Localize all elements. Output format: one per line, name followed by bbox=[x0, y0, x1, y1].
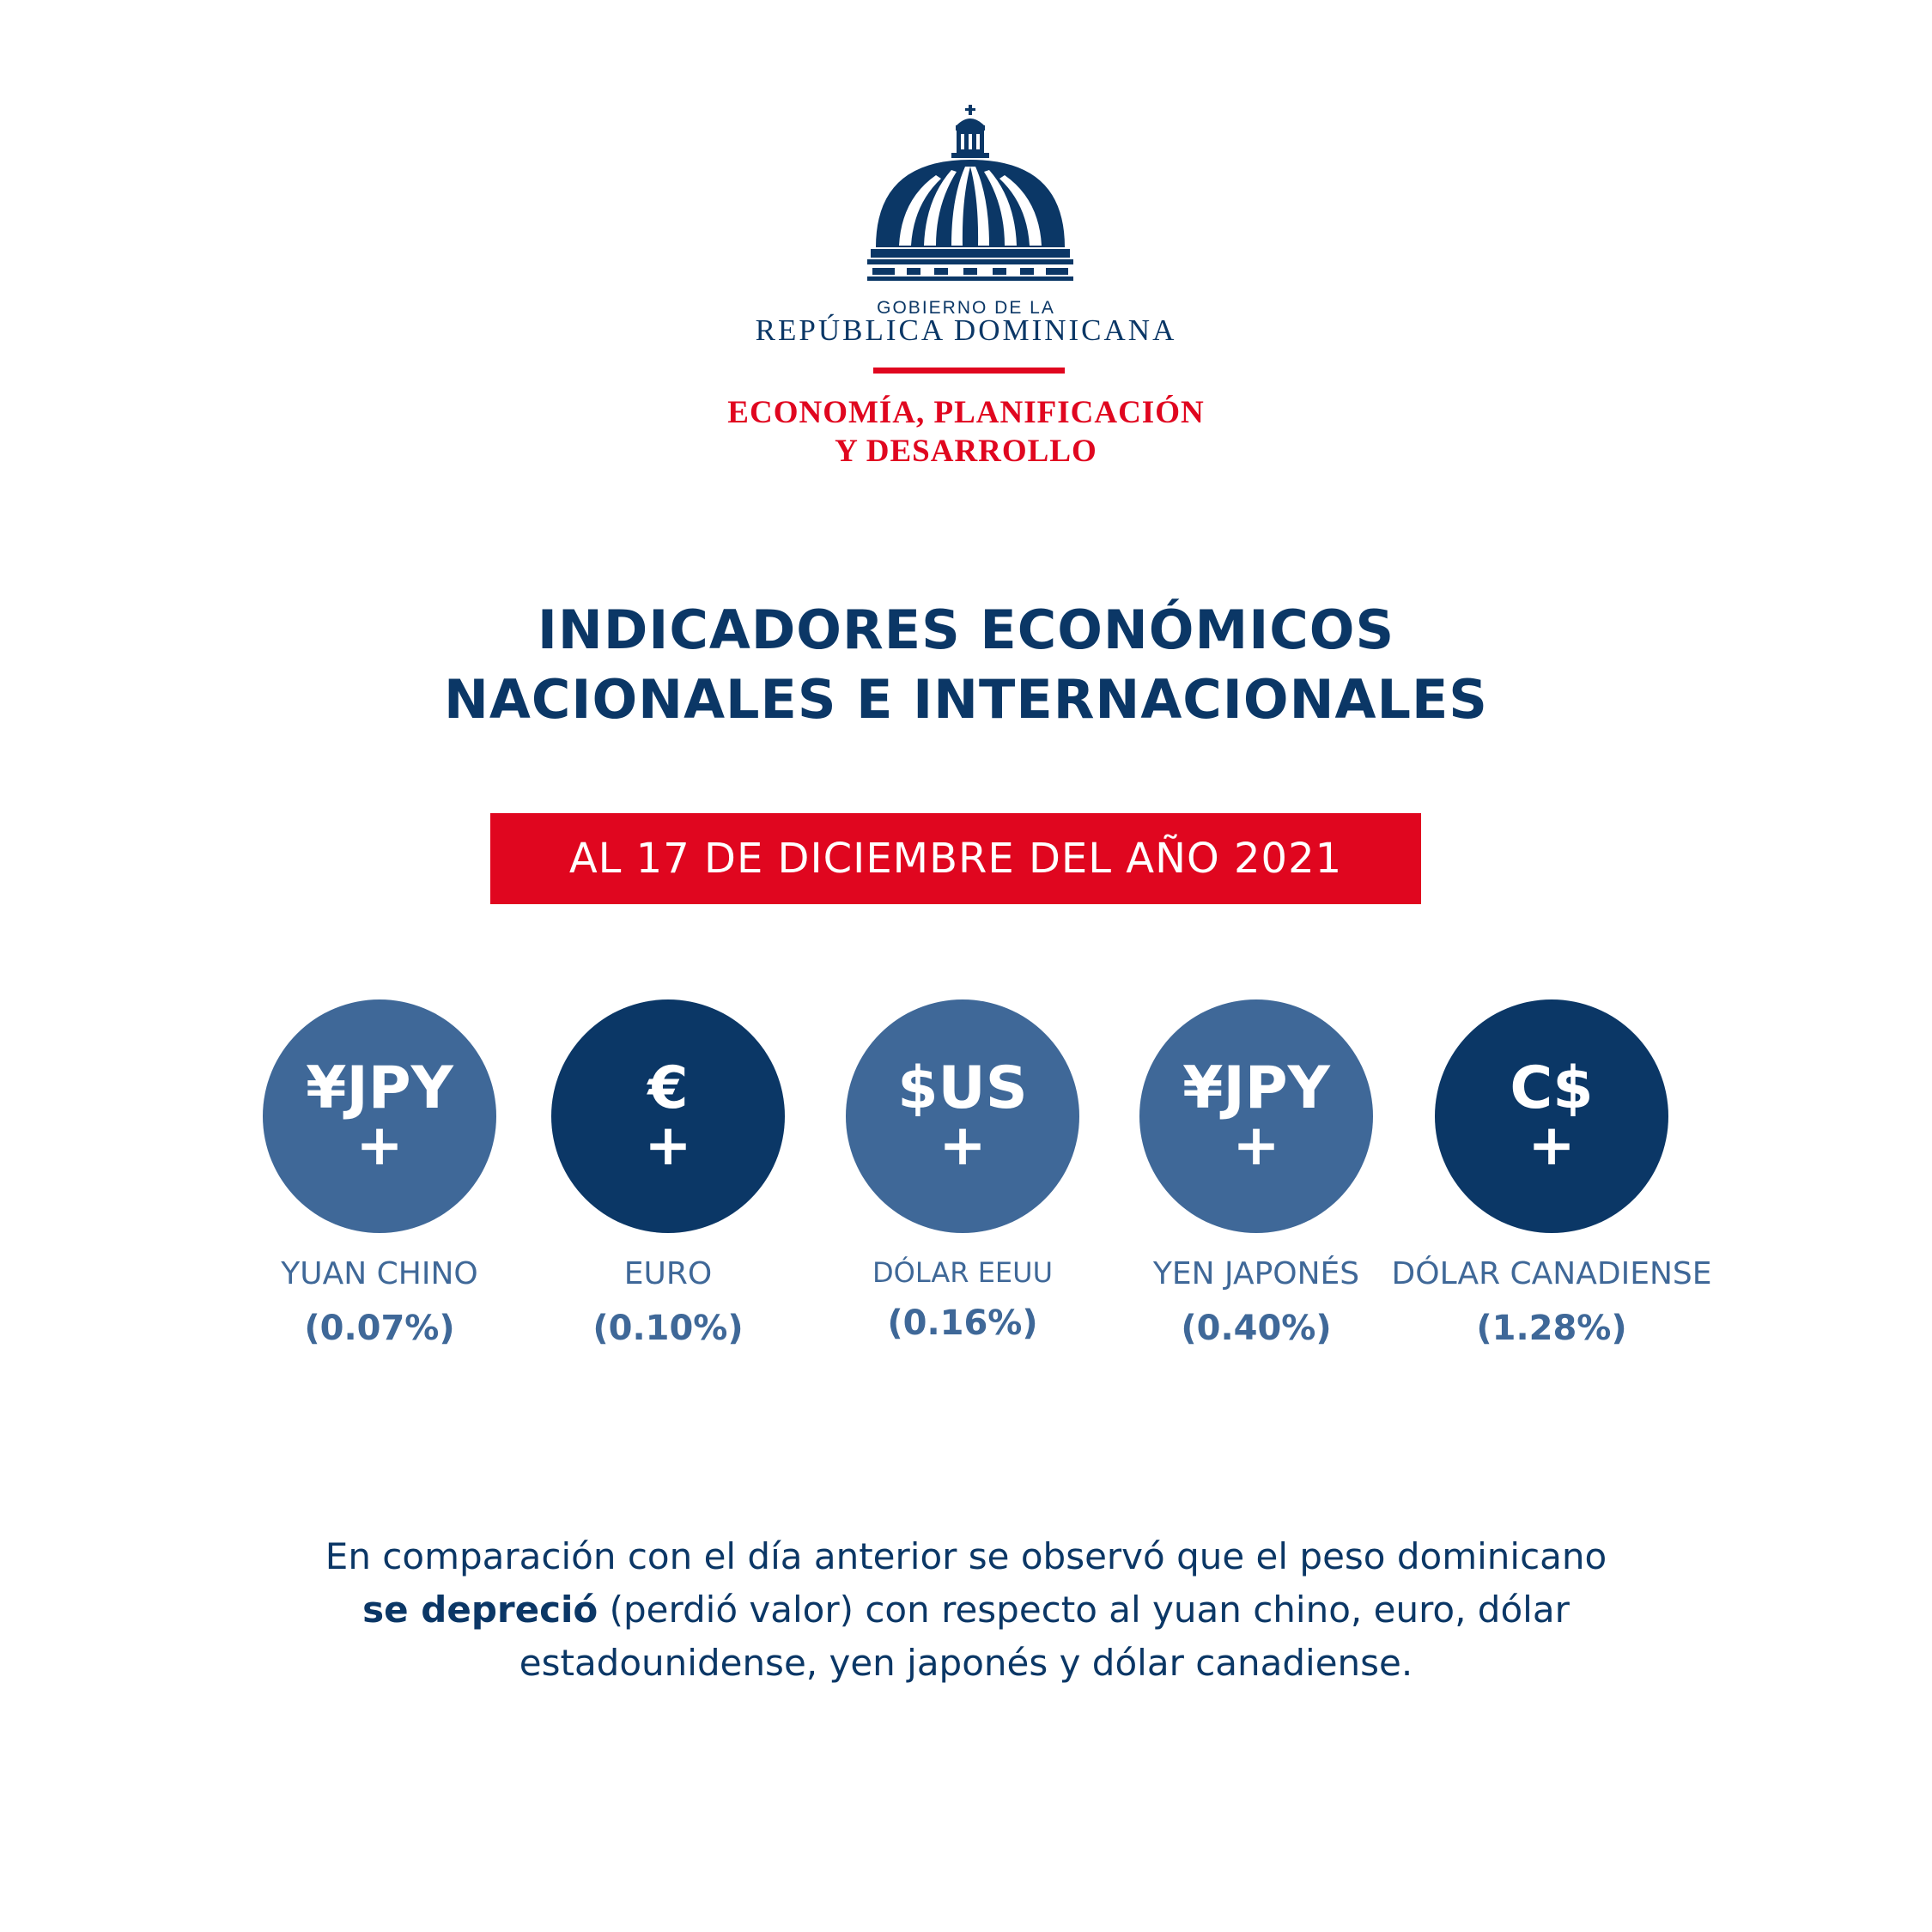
note-line-2-rest: (perdió valor) con respecto al yuan chino, euro, dólar bbox=[598, 1589, 1570, 1631]
note-line-2 bbox=[193, 1583, 1739, 1637]
currency-circle-usd bbox=[846, 999, 1079, 1233]
plus-icon: + bbox=[355, 1112, 404, 1178]
currency-change: (0.07%) bbox=[304, 1309, 455, 1348]
ministry-line-2: Y DESARROLLO bbox=[835, 434, 1097, 469]
currency-circle-yuan bbox=[263, 999, 496, 1233]
dome-capitol-icon bbox=[867, 103, 1073, 292]
divider bbox=[873, 368, 1065, 374]
ministry-name bbox=[0, 393, 1932, 471]
plus-icon: + bbox=[644, 1112, 692, 1178]
currency-change: (0.10%) bbox=[592, 1309, 744, 1348]
currency-change: (1.28%) bbox=[1476, 1309, 1627, 1348]
currency-name: YEN JAPONÉS bbox=[1152, 1256, 1360, 1291]
currency-name: YUAN CHINO bbox=[281, 1256, 478, 1291]
currency-circle-cad bbox=[1435, 999, 1668, 1233]
currency-circle-yen bbox=[1139, 999, 1373, 1233]
currency-change: (0.16%) bbox=[887, 1303, 1038, 1343]
note-line-1: En comparación con el día anterior se observó que el peso dominicano bbox=[325, 1535, 1607, 1577]
currency-code: € bbox=[647, 1054, 689, 1122]
currency-name: DÓLAR CANADIENSE bbox=[1391, 1256, 1712, 1291]
currency-code: C$ bbox=[1510, 1054, 1594, 1122]
government-subtitle: GOBIERNO DE LA bbox=[877, 298, 1055, 318]
currency-circle-euro bbox=[551, 999, 785, 1233]
summary-note bbox=[193, 1530, 1739, 1690]
plus-icon: + bbox=[1232, 1112, 1280, 1178]
currency-code: ¥JPY bbox=[1182, 1054, 1330, 1122]
plus-icon: + bbox=[1528, 1112, 1576, 1178]
note-emphasis: se depreció bbox=[362, 1589, 598, 1631]
government-name: REPÚBLICA DOMINICANA bbox=[755, 313, 1177, 347]
currency-name: EURO bbox=[623, 1256, 713, 1291]
title-line-2: NACIONALES E INTERNACIONALES bbox=[444, 668, 1488, 731]
page-title bbox=[0, 595, 1932, 734]
ministry-line-1: ECONOMÍA, PLANIFICACIÓN bbox=[727, 395, 1205, 430]
currency-code: $US bbox=[897, 1054, 1028, 1122]
plus-icon: + bbox=[939, 1112, 987, 1178]
currency-change: (0.40%) bbox=[1181, 1309, 1332, 1348]
note-line-3: estadounidense, yen japonés y dólar canadiense. bbox=[519, 1642, 1413, 1684]
title-line-1: INDICADORES ECONÓMICOS bbox=[537, 598, 1395, 661]
date-banner: AL 17 DE DICIEMBRE DEL AÑO 2021 bbox=[490, 813, 1421, 904]
currency-code: ¥JPY bbox=[306, 1054, 453, 1122]
currency-name: DÓLAR EEUU bbox=[872, 1256, 1053, 1289]
